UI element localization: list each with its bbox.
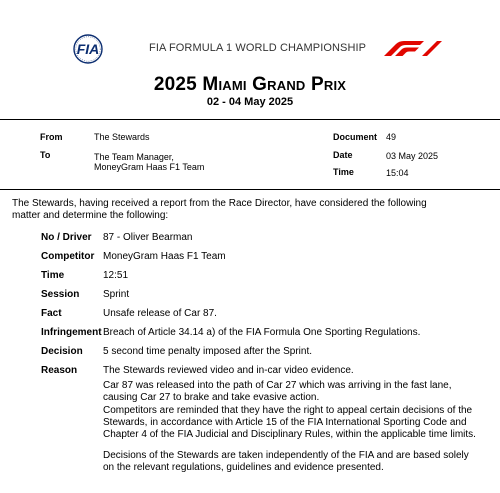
driver-value: 87 - Oliver Bearman <box>103 232 193 243</box>
decision-label: Decision <box>41 346 83 357</box>
fact-label: Fact <box>41 308 62 319</box>
intro-line: matter and determine the following: <box>12 210 169 221</box>
driver-label: No / Driver <box>41 232 92 243</box>
header-divider <box>0 119 500 120</box>
reason-line: on the relevant regulations, guidelines and evidence presented. <box>103 462 384 473</box>
session-value: Sprint <box>103 289 130 300</box>
reason-paragraph-2 <box>103 405 483 441</box>
intro-line: The Stewards, having received a report from the Race Director, have considered the following <box>12 198 427 209</box>
reason-line: Chapter 4 of the FIA Judicial and Disciplinary Rules, within the applicable time limits. <box>103 429 476 440</box>
date-value: 03 May 2025 <box>386 151 439 161</box>
fia-logo-icon <box>64 34 112 64</box>
competitor-label: Competitor <box>41 251 95 262</box>
reason-value: The Stewards reviewed video and in-car video evidence. <box>103 365 354 376</box>
from-value: The Stewards <box>94 132 150 142</box>
time-value: 15:04 <box>386 168 409 178</box>
f1-logo-icon <box>382 40 442 56</box>
to-value-line2: MoneyGram Haas F1 Team <box>94 162 205 172</box>
reason-line: Decisions of the Stewards are taken independently of the FIA and are based solely <box>103 450 469 461</box>
date-label: Date <box>333 150 353 160</box>
reason-paragraph-3 <box>103 450 483 474</box>
to-value-line1: The Team Manager, <box>94 152 174 162</box>
from-label: From <box>40 132 63 142</box>
time-label: Time <box>333 167 354 177</box>
document-label: Document <box>333 132 378 142</box>
reason-line: Car 87 was released into the path of Car 27 which was arriving in the fast lane, <box>103 380 452 391</box>
infringement-label: Infringement <box>41 327 102 338</box>
reason-line: Stewards, in accordance with Article 15 of the FIA International Sporting Code and <box>103 417 467 428</box>
time-of-incident-label: Time <box>41 270 65 281</box>
event-dates: 02 - 04 May 2025 <box>206 96 294 108</box>
to-label: To <box>40 150 51 160</box>
session-label: Session <box>41 289 80 300</box>
intro-paragraph <box>12 198 492 222</box>
competitor-value: MoneyGram Haas F1 Team <box>103 251 226 262</box>
fia-logo-text: FIA <box>76 41 100 57</box>
event-title: 2025 Miami Grand Prix <box>153 74 347 95</box>
time-of-incident-value: 12:51 <box>103 270 129 281</box>
decision-value: 5 second time penalty imposed after the Sprint. <box>103 346 313 357</box>
document-value: 49 <box>386 132 397 142</box>
reason-paragraph-1 <box>103 380 483 404</box>
reason-line: causing Car 27 to brake and take evasive action. <box>103 392 320 403</box>
fact-value: Unsafe release of Car 87. <box>103 308 217 319</box>
infringement-value: Breach of Article 34.14 a) of the FIA Formula One Sporting Regulations. <box>103 327 421 338</box>
reason-label: Reason <box>41 365 78 376</box>
meta-divider <box>0 189 500 190</box>
championship-title: FIA FORMULA 1 WORLD CHAMPIONSHIP <box>149 42 367 54</box>
reason-line: Competitors are reminded that they have the right to appeal certain decisions of the <box>103 405 473 416</box>
